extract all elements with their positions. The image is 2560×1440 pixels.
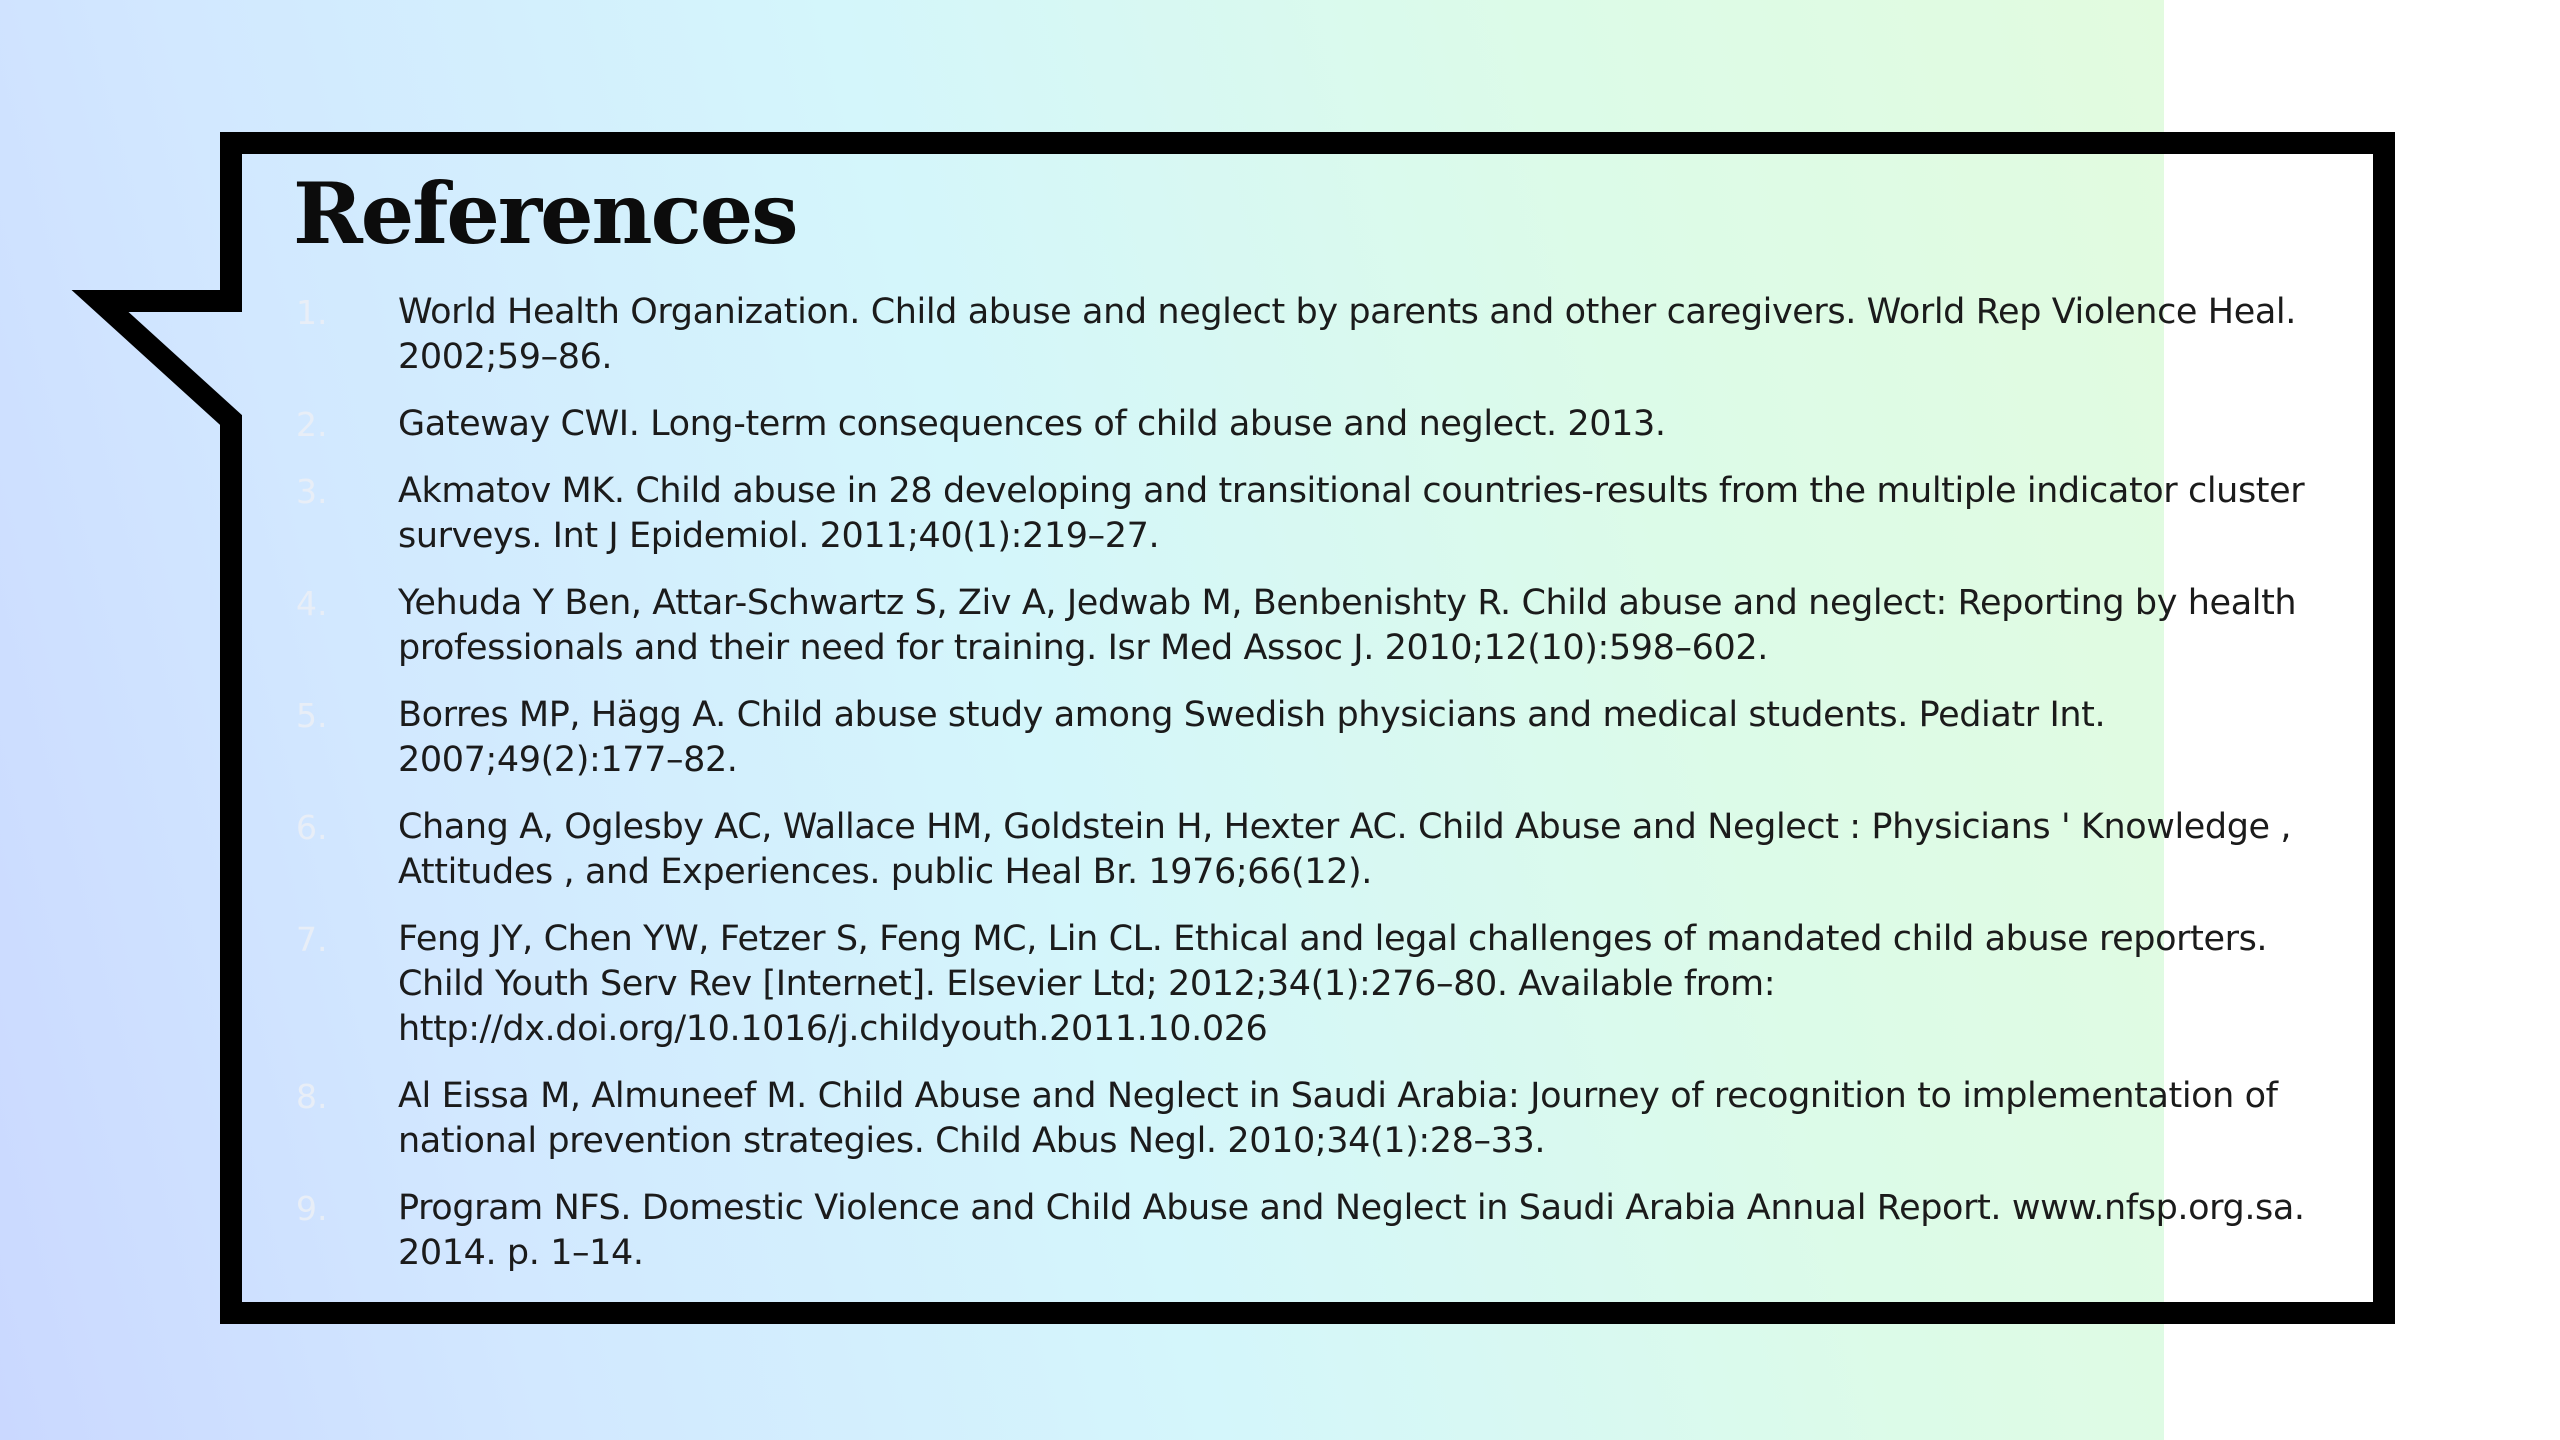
- reference-text: Program NFS. Domestic Violence and Child Abuse and Neglect in Saudi Arabia Annual Report. www.nfsp.org.sa. 2014. p. 1–14.: [398, 1188, 2305, 1273]
- reference-item: [296, 805, 2346, 895]
- reference-text: Chang A, Oglesby AC, Wallace HM, Goldstein H, Hexter AC. Child Abuse and Neglect : Physicians ' Knowledge , Attitudes , and Experiences. public Heal Br. 1976;66(12).: [398, 807, 2292, 892]
- reference-text: Al Eissa M, Almuneef M. Child Abuse and Neglect in Saudi Arabia: Journey of recognition to implementation of national prevention strategies. Child Abus Negl. 2010;34(1):28–33.: [398, 1076, 2278, 1161]
- reference-number: 6.: [296, 808, 328, 847]
- reference-number: 8.: [296, 1077, 328, 1116]
- reference-item: [296, 402, 2346, 447]
- reference-text: Feng JY, Chen YW, Fetzer S, Feng MC, Lin CL. Ethical and legal challenges of mandated child abuse reporters. Child Youth Serv Rev [Internet]. Elsevier Ltd; 2012;34(1):276–80. Available from: http://dx.doi.org/10.1016/j.childyouth.2011.10.026: [398, 919, 2268, 1049]
- reference-text: Akmatov MK. Child abuse in 28 developing and transitional countries-results from the multiple indicator cluster surveys. Int J Epidemiol. 2011;40(1):219–27.: [398, 471, 2305, 556]
- reference-item: [296, 693, 2346, 783]
- reference-text: World Health Organization. Child abuse and neglect by parents and other caregivers. World Rep Violence Heal. 2002;59–86.: [398, 292, 2296, 377]
- reference-text: Gateway CWI. Long-term consequences of child abuse and neglect. 2013.: [398, 404, 1666, 444]
- reference-text: Yehuda Y Ben, Attar-Schwartz S, Ziv A, Jedwab M, Benbenishty R. Child abuse and neglect: Reporting by health professionals and their need for training. Isr Med Assoc J. 2010;12(10):598–602.: [398, 583, 2297, 668]
- reference-item: [296, 290, 2346, 380]
- page-title: References: [293, 164, 797, 263]
- reference-number: 1.: [296, 293, 328, 332]
- reference-number: 3.: [296, 472, 328, 511]
- reference-number: 4.: [296, 584, 328, 623]
- reference-number: 7.: [296, 920, 328, 959]
- reference-item: [296, 917, 2346, 1052]
- reference-item: [296, 1074, 2346, 1164]
- reference-text: Borres MP, Hägg A. Child abuse study among Swedish physicians and medical students. Pediatr Int. 2007;49(2):177–82.: [398, 695, 2106, 780]
- reference-number: 5.: [296, 696, 328, 735]
- reference-item: [296, 469, 2346, 559]
- reference-item: [296, 581, 2346, 671]
- reference-number: 9.: [296, 1189, 328, 1228]
- reference-item: [296, 1186, 2346, 1276]
- reference-number: 2.: [296, 405, 328, 444]
- reference-list: [296, 290, 2346, 1298]
